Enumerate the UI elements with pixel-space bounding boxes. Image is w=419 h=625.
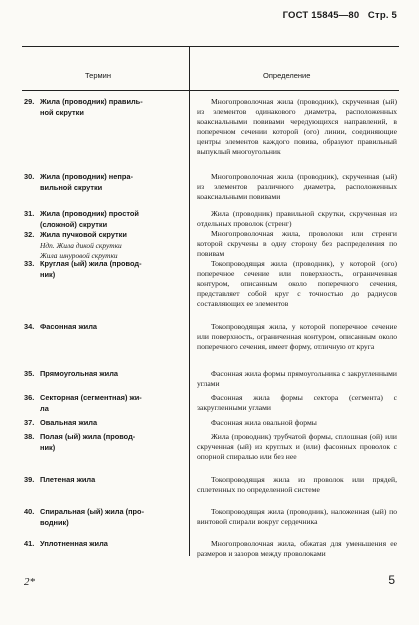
- definition-35: Фасонная жила формы прямоугольника с закругленными углами: [197, 369, 397, 388]
- definition-39: Токопроводящая жила из проволок или прядей, сплетенных по определенной системе: [197, 475, 397, 494]
- top-rule: [22, 46, 399, 47]
- definition-29: Многопроволочная жила (проводник), скрученная (ый) из элементов одинакового диаметра, расположенных коаксиальными повивами чередующихся направлений, в поперечном сечении которой (ого) линии, соединяющие центры элементов каждого повива, образуют правильный выпуклый многоугольник: [197, 97, 397, 156]
- term-37: 37. Овальная жила: [24, 418, 98, 427]
- header-bottom-rule: [22, 90, 399, 91]
- definition-30: Многопроволочная жила (проводник), скрученная (ый) из элементов различного диаметра, расположенных коаксиальными повивами: [197, 172, 397, 201]
- column-header-definition: Определение: [263, 71, 311, 80]
- term-41: 41. Уплотненная жила: [24, 539, 108, 548]
- definition-36: Фасонная жила формы сектора (сегмента) с закругленными углами: [197, 393, 397, 412]
- definition-33: Токопроводящая жила (проводник), у которой (ого) поперечное сечение или поверхность, ограниченная контуром, описанным около поперечного сечения, представляет собой круг с точностью до радиусов составляющих ее элементов: [197, 259, 397, 308]
- term-36: 36. Секторная (сегментная) жи- ла: [24, 393, 142, 413]
- definition-41: Многопроволочная жила, обжатая для уменьшения ее размеров и зазоров между проволоками: [197, 539, 397, 558]
- term-30: 30. Жила (проводник) непра- вильной скрутки: [24, 172, 133, 192]
- definition-38: Жила (проводник) трубчатой формы, сплошная (ой) или скрученная (ый) из круглых и (или) фасонных проволок с опорной спиралью или без нее: [197, 432, 397, 461]
- term-38: 38. Полая (ый) жила (провод- ник): [24, 432, 136, 452]
- term-35: 35. Прямоугольная жила: [24, 369, 119, 378]
- term-33: 33. Круглая (ый) жила (провод- ник): [24, 259, 142, 279]
- standard-number: ГОСТ 15845—80: [282, 10, 360, 21]
- definition-40: Токопроводящая жила (проводник), наложенная (ый) по винтовой спирали вокруг сердечника: [197, 507, 397, 526]
- definition-34: Токопроводящая жила, у которой поперечное сечение или поверхность, ограниченная контуром, описанным около поперечного сечения, имеет форму, отличную от круга: [197, 322, 397, 351]
- term-40: 40. Спиральная (ый) жила (про- водник): [24, 507, 145, 527]
- term-39: 39. Плетеная жила: [24, 475, 96, 484]
- page-label: Стр. 5: [367, 10, 397, 21]
- column-divider: [189, 46, 190, 556]
- definition-37: Фасонная жила овальной формы: [211, 418, 317, 427]
- column-header-term: Термин: [85, 71, 111, 80]
- page-header: [283, 10, 397, 21]
- definition-31: Жила (проводник) правильной скрутки, скрученная из отдельных проволок (стренг): [197, 209, 397, 228]
- definition-32: Многопроволочная жила, проволоки или стренги которой скручены в одну сторону без распределения по повивам: [197, 229, 397, 258]
- term-31: 31. Жила (проводник) простой (сложной) скрутки: [24, 209, 139, 229]
- term-34: 34. Фасонная жила: [24, 322, 98, 331]
- deprecated-term: Ндп. Жила дикой скрутки: [40, 240, 122, 250]
- footer-signature-mark: 2*: [24, 576, 35, 588]
- term-29: 29. Жила (проводник) правиль- ной скрутки: [24, 97, 143, 117]
- deprecated-term: Жила шнуровой скрутки: [40, 251, 118, 260]
- page-number: 5: [388, 573, 395, 587]
- term-32: 32. Жила пучковой скрутки Ндп. Жила дикой скрутки Жила шнуровой скрутки: [24, 230, 184, 262]
